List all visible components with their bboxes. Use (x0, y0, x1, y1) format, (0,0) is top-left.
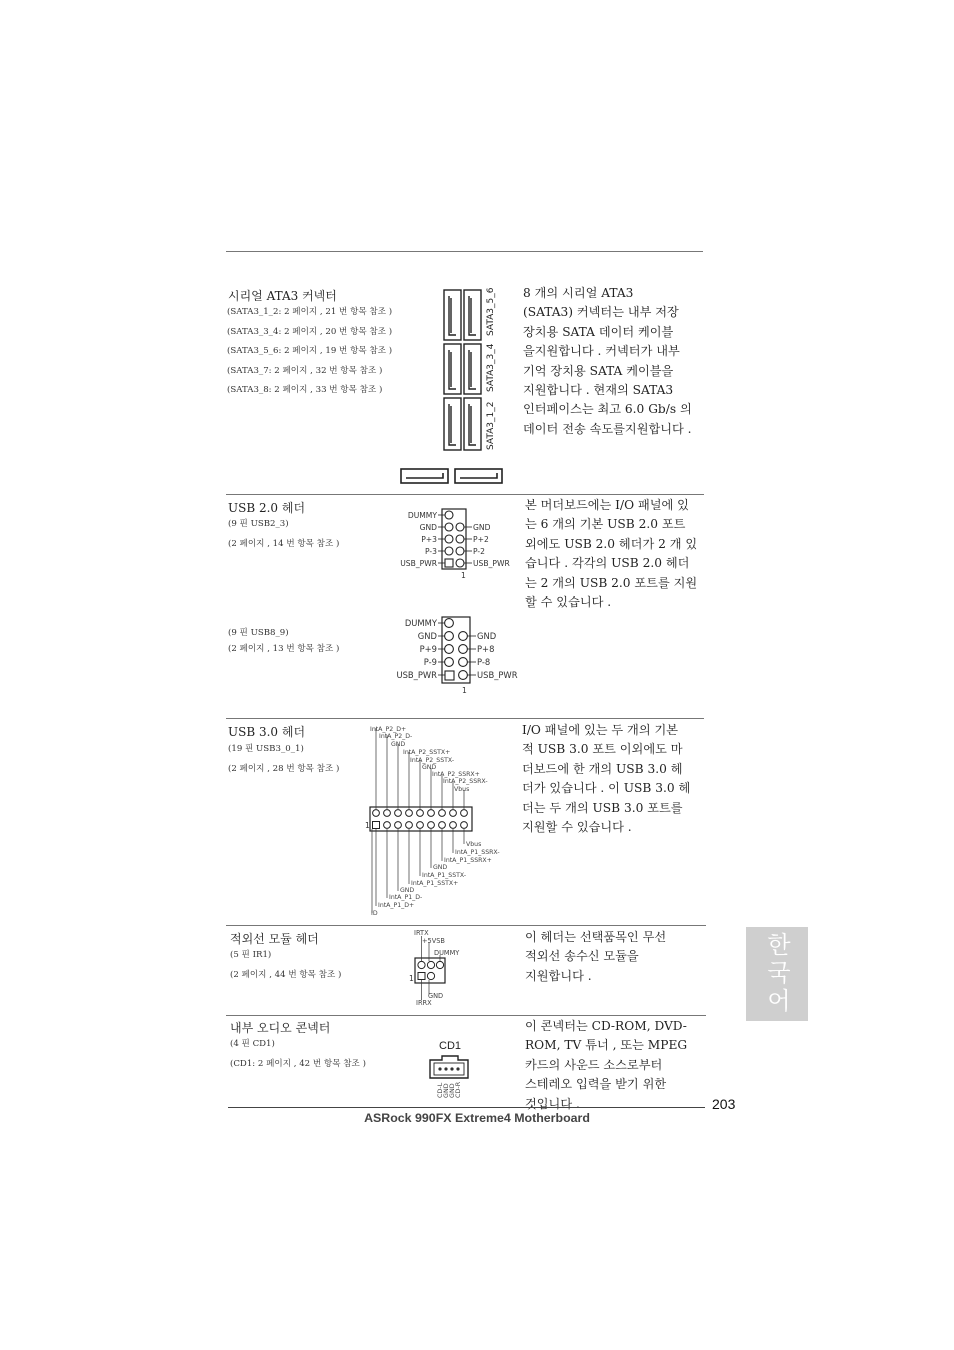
usb2-pin-label: P-2 (473, 547, 485, 556)
sata-label-3-4: SATA3_3_4 (486, 343, 496, 392)
ir-pin-label: IRTX (414, 929, 429, 937)
sata-desc-line: (SATA3) 커넥터는 내부 저장 (523, 305, 679, 320)
usb2-pin-label: USB_PWR (400, 559, 437, 568)
usb3-pin-label: Vbus (454, 786, 470, 793)
ir-ref-b: (2 페이지 , 44 번 항목 참조 ) (230, 970, 342, 980)
ir-desc-line: 적외선 송수신 모듈을 (525, 949, 639, 964)
usb3-pin-label: IntA_P1_SSTX+ (411, 880, 459, 887)
usb3-desc-line: 적 USB 3.0 포트 이외에도 마 (522, 742, 683, 757)
usb2-desc-line: 할 수 있습니다 . (525, 594, 612, 609)
usb3-pin-label: GND (400, 887, 415, 894)
usb3-pin-label: GND (433, 864, 448, 871)
usb2-desc-line: 외에도 USB 2.0 헤더가 2 개 있 (525, 536, 698, 551)
usb2-desc-line: 는 2 개의 USB 2.0 포트를 지원 (525, 575, 698, 590)
usb2-pin-one-label: 1 (461, 571, 466, 580)
ir-description (525, 928, 666, 986)
usb2-pin-label: P-8 (477, 657, 491, 667)
sata-label-5-6: SATA3_5_6 (486, 287, 496, 336)
usb3-pin-label: IntA_P2_D+ (370, 726, 407, 733)
audio-desc-line: 것입니다 . (525, 1096, 580, 1111)
usb2-pin-one-label: 1 (462, 686, 467, 695)
usb3-pin-label: IntA_P1_SSRX+ (444, 857, 492, 864)
usb3-pin-label: IntA_P2_SSRX+ (432, 771, 480, 778)
usb3-pin-label: IntA_P2_SSTX- (410, 757, 455, 764)
ir-header-diagram (408, 928, 478, 1010)
ir-section-title: 적외선 모듈 헤더 (230, 932, 319, 946)
section-rule (226, 718, 704, 719)
usb3-pin-label: IntA_P2_SSTX+ (403, 749, 451, 756)
sata-pair-5-6 (444, 290, 481, 340)
usb2-pin-label: P+9 (419, 644, 437, 654)
sata-desc-line: 기억 장치용 SATA 케이블을 (523, 363, 674, 378)
usb2-pin-label: P+3 (421, 535, 437, 544)
sata-pair-1-2 (444, 398, 481, 450)
audio-ref-a: (4 핀 CD1) (230, 1039, 275, 1049)
cd1-pin-label: GND (448, 1083, 456, 1098)
sata-description (523, 284, 692, 439)
usb3-pin-label: IntA_P2_D- (379, 733, 413, 740)
audio-description (525, 1017, 687, 1114)
usb3-pin-label: IntA_P2_SSRX- (443, 778, 488, 785)
usb3-desc-line: 지원할 수 있습니다 . (522, 819, 632, 834)
usb2-header-3-diagram (394, 506, 524, 582)
usb3-header-diagram (366, 722, 516, 918)
footer-product-name: ASRock 990FX Extreme4 Motherboard (364, 1111, 590, 1125)
usb2-pin-label: GND (473, 523, 491, 532)
usb2-pin-label: P-9 (423, 657, 437, 667)
usb2-ref-2a: (9 핀 USB8_9) (228, 628, 289, 638)
usb2-pin-label: USB_PWR (477, 670, 518, 680)
sata-desc-line: 8 개의 시리얼 ATA3 (523, 286, 634, 300)
sata-ref-2: (SATA3_3_4: 2 페이지 , 20 번 항목 참조 ) (227, 326, 393, 337)
ir-pin-label: DUMMY (434, 949, 460, 957)
sata-horizontal-connectors (401, 469, 502, 483)
ir-pin-one-label: 1 (409, 974, 414, 983)
ir-pin-label: +5VSB (422, 937, 445, 945)
usb3-ref-b: (2 페이지 , 28 번 항목 참조 ) (228, 764, 340, 774)
usb3-desc-line: 더는 두 개의 USB 3.0 포트를 (522, 800, 683, 815)
usb2-pin-label: GND (419, 523, 437, 532)
sata-desc-line: 장치용 SATA 데이터 케이블 (523, 324, 674, 339)
sata-ref-1: (SATA3_1_2: 2 페이지 , 21 번 항목 참조 ) (227, 307, 393, 317)
footer-rule (228, 1107, 705, 1108)
ir-pin-label: GND (428, 992, 444, 1000)
usb3-pin-label: Vbus (466, 841, 482, 848)
usb2-pin-label: DUMMY (404, 618, 437, 628)
usb3-description (522, 721, 690, 837)
cd1-pin-label: CD-R (454, 1081, 462, 1098)
cd1-pin-label: GND (442, 1083, 450, 1098)
usb3-pin-label: IntA_P1_D- (389, 894, 423, 901)
language-tab-label: 한국어 (762, 932, 791, 1016)
usb2-pin-label: GND (417, 631, 437, 641)
usb2-pin-label: DUMMY (407, 511, 437, 520)
usb2-pin-label: USB_PWR (396, 670, 437, 680)
usb3-desc-line: I/O 패널에 있는 두 개의 기본 (522, 723, 679, 737)
usb2-pin-label: P+8 (477, 644, 495, 654)
usb3-pin-label: ID (371, 910, 378, 917)
sata-ref-4: (SATA3_7: 2 페이지 , 32 번 항목 참조 ) (227, 365, 383, 376)
ir-desc-line: 지원합니다 . (525, 968, 592, 983)
audio-section-title: 내부 오디오 콘넥터 (230, 1021, 331, 1035)
sata-desc-line: 을지원합니다 . 커넥터가 내부 (523, 344, 680, 359)
usb2-desc-line: 본 머더보드에는 I/O 패널에 있 (525, 498, 689, 512)
usb2-desc-line: 는 6 개의 기본 USB 2.0 포트 (525, 517, 686, 532)
section-rule (226, 925, 706, 926)
audio-ref-b: (CD1: 2 페이지 , 42 번 항목 참조 ) (230, 1059, 366, 1069)
sata-desc-line: 인터페이스는 최고 6.0 Gb/s 의 (523, 402, 692, 417)
top-rule (226, 251, 703, 252)
usb3-pin-label: GND (422, 764, 437, 771)
ir-ref-a: (5 핀 IR1) (230, 950, 272, 960)
cd1-label: CD1 (439, 1040, 462, 1052)
usb3-desc-line: 더가 있습니다 . 이 USB 3.0 헤 (522, 781, 691, 796)
audio-desc-line: 스테레오 입력을 받기 위한 (525, 1077, 667, 1092)
section-rule (226, 1015, 706, 1016)
sata-label-1-2: SATA3_1_2 (486, 401, 496, 450)
ir-desc-line: 이 헤더는 선택품목인 무선 (525, 930, 667, 944)
usb3-ref-a: (19 핀 USB3_0_1) (228, 744, 304, 754)
usb2-pin-label: USB_PWR (473, 559, 510, 568)
usb2-section-title: USB 2.0 헤더 (228, 501, 306, 515)
usb3-pin-one-label: 1 (365, 821, 370, 830)
usb2-pin-label: GND (477, 631, 497, 641)
page-number: 203 (712, 1096, 736, 1112)
sata-ref-3: (SATA3_5_6: 2 페이지 , 19 번 항목 참조 ) (227, 346, 393, 356)
cd1-pin-label: CD-L (436, 1082, 444, 1098)
cd-audio-connector-diagram (424, 1036, 484, 1100)
usb2-ref-1b: (2 페이지 , 14 번 항목 참조 ) (228, 539, 340, 549)
usb2-ref-1a: (9 핀 USB2_3) (228, 519, 289, 529)
sata-connectors-diagram (398, 282, 510, 488)
usb2-desc-line: 습니다 . 각각의 USB 2.0 헤더 (525, 556, 690, 571)
usb2-header-9-diagram (388, 614, 528, 696)
language-side-tab (746, 927, 808, 1021)
usb2-ref-2b: (2 페이지 , 13 번 항목 참조 ) (228, 644, 340, 654)
usb3-desc-line: 더보드에 한 개의 USB 3.0 헤 (522, 761, 683, 776)
audio-desc-line: 이 콘넥터는 CD-ROM, DVD- (525, 1019, 687, 1033)
usb3-pin-label: IntA_P1_SSRX- (455, 849, 500, 856)
sata-desc-line: 지원합니다 . 현재의 SATA3 (523, 382, 674, 397)
audio-desc-line: 카드의 사운드 소스로부터 (525, 1057, 663, 1072)
usb3-pin-label: IntA_P1_D+ (378, 902, 415, 909)
section-rule (226, 494, 704, 495)
sata-section-title: 시리얼 ATA3 커넥터 (228, 289, 337, 303)
usb2-description (525, 496, 697, 612)
usb3-pin-label: IntA_P1_SSTX- (422, 872, 467, 879)
sata-pair-3-4 (444, 344, 481, 394)
usb3-pin-label: GND (391, 741, 406, 748)
usb2-pin-label: P+2 (473, 535, 489, 544)
usb2-pin-label: P-3 (425, 547, 437, 556)
sata-desc-line: 데이터 전송 속도를지원합니다 . (523, 421, 692, 436)
sata-ref-5: (SATA3_8: 2 페이지 , 33 번 항목 참조 ) (227, 385, 383, 395)
usb3-section-title: USB 3.0 헤더 (228, 725, 306, 739)
ir-pin-label: IRRX (416, 999, 432, 1007)
audio-desc-line: ROM, TV 튜너 , 또는 MPEG (525, 1038, 688, 1053)
sata-refs (227, 303, 392, 401)
